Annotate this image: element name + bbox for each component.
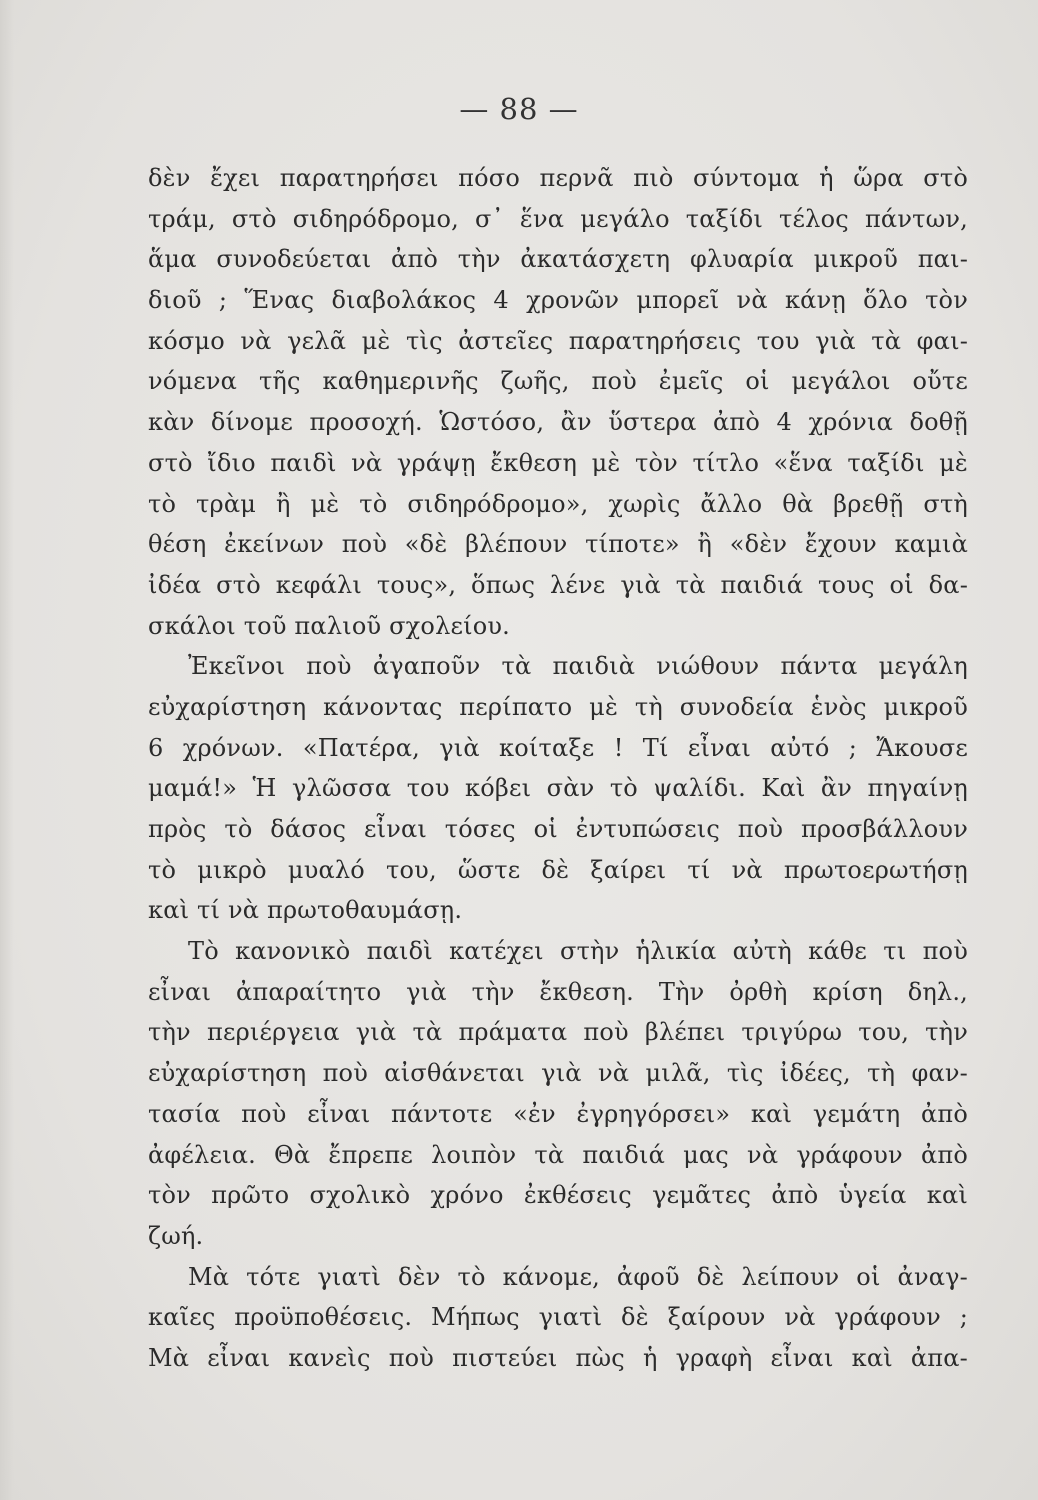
text-line: εὐχαρίστηση κάνοντας περίπατο μὲ τὴ συνοδεία ἑνὸς μικροῦ [148, 692, 968, 721]
text-line: τὸν πρῶτο σχολικὸ χρόνο ἐκθέσεις γεμᾶτες ἀπὸ ὑγεία καὶ [148, 1181, 968, 1210]
text-line: Ἐκεῖνοι ποὺ ἀγαποῦν τὰ παιδιὰ νιώθουν πάντα μεγάλη [188, 652, 968, 681]
text-line: πρὸς τὸ δάσος εἶναι τόσες οἱ ἐντυπώσεις ποὺ προσβάλλουν [148, 815, 968, 843]
body-text [148, 158, 968, 1379]
text-line: δὲν ἔχει παρατηρήσει πόσο περνᾶ πιὸ σύντομα ἡ ὥρα στὸ [148, 164, 968, 192]
text-line: τράμ, στὸ σιδηρόδρομο, σ᾽ ἕνα μεγάλο ταξίδι τέλος πάντων, [148, 204, 968, 233]
text-line: Μὰ τότε γιατὶ δὲν τὸ κάνομε, ἀφοῦ δὲ λείπουν οἱ ἀναγ- [188, 1262, 968, 1291]
text-line: καὶ τί νὰ πρωτοθαυμάσῃ. [148, 896, 463, 925]
text-line: εὐχαρίστηση ποὺ αἰσθάνεται γιὰ νὰ μιλᾶ, τὶς ἰδέες, τὴ φαν- [148, 1059, 968, 1088]
text-line: τὸ τρὰμ ἢ μὲ τὸ σιδηρόδρομο», χωρὶς ἄλλο θὰ βρεθῇ στὴ [148, 489, 968, 518]
text-line: στὸ ἴδιο παιδὶ νὰ γράψῃ ἔκθεση μὲ τὸν τίτλο «ἕνα ταξίδι μὲ [148, 448, 968, 477]
text-line: νόμενα τῆς καθημερινῆς ζωῆς, ποὺ ἐμεῖς οἱ μεγάλοι οὔτε [148, 367, 968, 396]
text-line: σκάλοι τοῦ παλιοῦ σχολείου. [148, 611, 511, 640]
text-line: Μὰ εἶναι κανεὶς ποὺ πιστεύει πὼς ἡ γραφὴ εἶναι καὶ ἀπα- [148, 1343, 968, 1372]
text-line: θέση ἐκείνων ποὺ «δὲ βλέπουν τίποτε» ἢ «δὲν ἔχουν καμιὰ [148, 530, 968, 559]
page-edge-shadow [0, 0, 14, 1500]
text-line: ἀφέλεια. Θὰ ἔπρεπε λοιπὸν τὰ παιδιά μας νὰ γράφουν ἀπὸ [148, 1140, 968, 1169]
text-line: τασία ποὺ εἶναι πάντοτε «ἐν ἐγρηγόρσει» καὶ γεμάτη ἀπὸ [148, 1099, 968, 1128]
text-line: κὰν δίνομε προσοχή. Ὡστόσο, ἂν ὕστερα ἀπὸ 4 χρόνια δοθῇ [148, 408, 968, 437]
text-line: τὴν περιέργεια γιὰ τὰ πράματα ποὺ βλέπει τριγύρω του, τὴν [148, 1018, 968, 1047]
text-line: 6 χρόνων. «Πατέρα, γιὰ κοίταξε ! Τί εἶναι αὐτό ; Ἄκουσε [148, 733, 968, 762]
text-line: εἶναι ἀπαραίτητο γιὰ τὴν ἔκθεση. Τὴν ὀρθὴ κρίση δηλ., [148, 977, 968, 1006]
text-line: ζωή. [148, 1221, 204, 1250]
text-line: ἅμα συνοδεύεται ἀπὸ τὴν ἀκατάσχετη φλυαρία μικροῦ παι- [148, 245, 968, 274]
page-number: — 88 — [459, 92, 579, 126]
text-line: καῖες προϋποθέσεις. Μήπως γιατὶ δὲ ξαίρουν νὰ γράφουν ; [148, 1303, 968, 1332]
text-line: κόσμο νὰ γελᾶ μὲ τὶς ἀστεῖες παρατηρήσεις του γιὰ τὰ φαι- [148, 326, 968, 355]
text-line: τὸ μικρὸ μυαλό του, ὥστε δὲ ξαίρει τί νὰ πρωτοερωτήσῃ [148, 855, 968, 884]
text-line: διοῦ ; Ἕνας διαβολάκος 4 χρονῶν μπορεῖ νὰ κάνῃ ὅλο τὸν [148, 286, 968, 315]
text-line: ἰδέα στὸ κεφάλι τους», ὅπως λένε γιὰ τὰ παιδιά τους οἱ δα- [148, 570, 968, 599]
text-line: Τὸ κανονικὸ παιδὶ κατέχει στὴν ἡλικία αὐτὴ κάθε τι ποὺ [188, 937, 968, 966]
text-line: μαμά!» Ἡ γλῶσσα του κόβει σὰν τὸ ψαλίδι. Καὶ ἂν πηγαίνῃ [148, 774, 968, 803]
